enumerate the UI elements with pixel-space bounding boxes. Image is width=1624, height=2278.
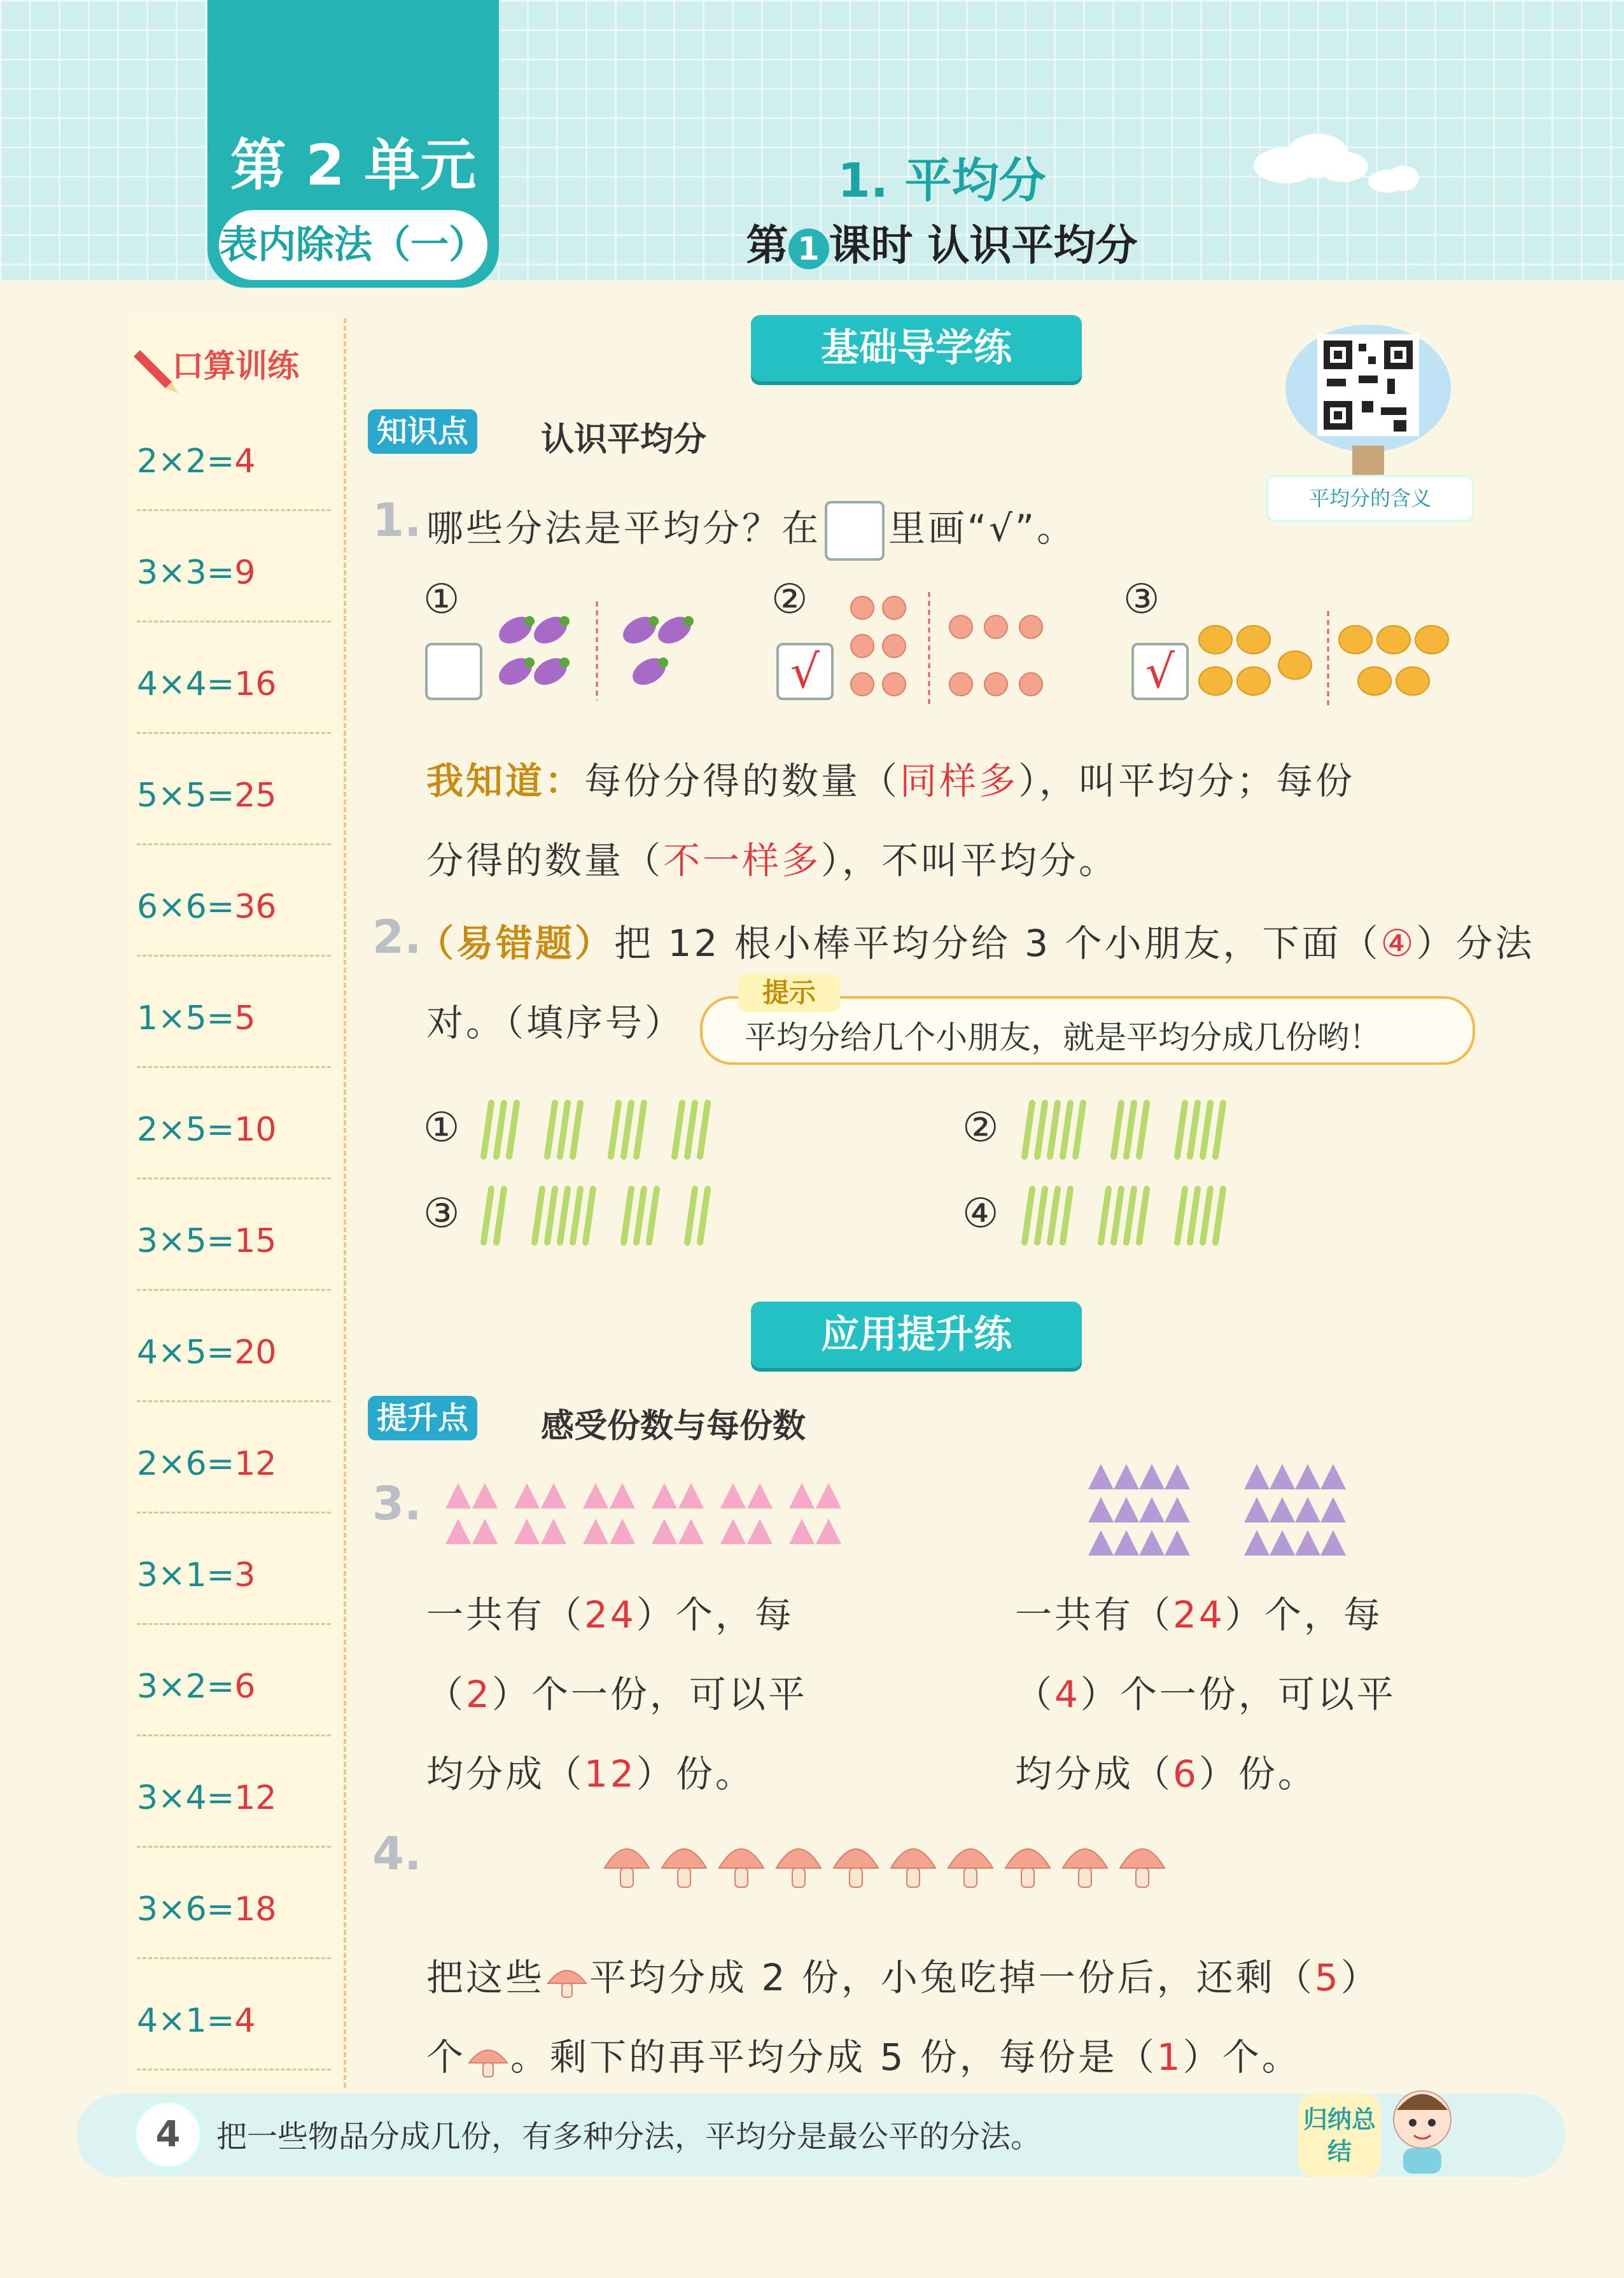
qr-caption: 平均分的含义 [1266,475,1474,522]
unit-subtitle: 表内除法（一） [219,210,487,280]
stick-icon [700,1103,708,1157]
child-mascot-icon [1387,2081,1457,2177]
q3-left-total: 24 [584,1593,636,1636]
q3-right-per: 4 [1054,1673,1081,1716]
mental-math-answer: 20 [234,1333,277,1372]
mental-math-row [137,1305,331,1402]
triangle-icon [789,1519,815,1544]
page-number: 4 [134,2100,202,2169]
mental-math-row [137,525,331,622]
option-3-checkbox[interactable]: √ [1131,643,1189,700]
triangle-icon [583,1483,608,1508]
stick-icon [1203,1103,1210,1157]
stick-option-1-label: ① [423,1104,460,1151]
know-line-1-b: ），叫平均分；每份 [1018,759,1355,803]
mental-math-row [137,971,331,1068]
stick-icon [1050,1103,1058,1157]
triangle-icon [1139,1497,1165,1522]
stick-icon [1114,1103,1121,1157]
mental-math-banner [134,337,344,395]
stick-group-3 [477,1184,795,1248]
q3-right-l1a: 一共有（ [1015,1593,1173,1636]
hint-text: 平均分给几个小朋友，就是平均分成几份哟！ [745,1019,1381,1056]
triangle-icon [816,1519,841,1544]
stick-icon [1203,1189,1210,1242]
triangle-icon [789,1483,815,1508]
mental-math-answer: 12 [234,1779,277,1817]
stick-icon [535,1189,542,1242]
triangle-icon [1088,1530,1114,1556]
triangle-icon [1165,1464,1190,1489]
q3-right-line-3 [1015,1744,1317,1797]
summary-badge: 归纳总结 [1298,2094,1381,2177]
cloud-icon [1362,159,1425,197]
option-3-label: ③ [1123,576,1160,623]
triangle-icon [720,1483,746,1508]
lesson-number-badge: 1 [788,229,829,269]
q4-l2c: ）个。 [1182,2035,1301,2079]
banner-applied-text: 应用提升练 [821,1312,1012,1357]
stick-icon [675,1103,682,1157]
triangle-icon [1295,1497,1320,1522]
triangle-icon [1320,1464,1346,1489]
stick-icon [496,1189,504,1242]
stick-icon [484,1189,491,1242]
q4-line-1 [426,1948,1380,2001]
triangle-icon [610,1483,635,1508]
stick-option-3-label: ③ [423,1190,460,1237]
cloud-icon [1247,127,1375,191]
pumpkin-group-icon [1196,611,1464,707]
mushroom-icon [1120,1849,1165,1887]
mental-math-question: 3×5= [137,1222,235,1260]
stick-icon [1126,1103,1134,1157]
stick-icon [1037,1103,1045,1157]
stick-icon [1190,1189,1198,1242]
triangle-icon [747,1483,773,1508]
q3-left-l3b: ）份。 [636,1752,755,1796]
mental-math-answer: 18 [234,1890,277,1929]
stick-icon [585,1189,593,1242]
stick-icon [547,1103,555,1157]
stick-icon [1139,1103,1147,1157]
know-line-2-a: 分得的数量（ [426,839,664,882]
mental-math-row [137,1973,331,2071]
q3-right-l2b: ）个一份，可以平 [1080,1673,1396,1716]
stick-icon [1075,1103,1083,1157]
q3-right-parts: 6 [1173,1752,1199,1796]
stick-icon [560,1189,568,1242]
mental-math-question: 2×2= [137,442,235,481]
triangle-icon [1114,1530,1139,1556]
triangle-icon [1270,1497,1295,1522]
stick-icon [700,1189,708,1242]
triangle-icon [1244,1464,1270,1489]
stick-icon [1190,1103,1198,1157]
mental-math-question: 4×5= [137,1333,235,1372]
triangle-icon [1270,1464,1295,1489]
stick-icon [649,1189,657,1242]
mushroom-icon [776,1849,821,1887]
triangle-icon [1139,1530,1165,1556]
mental-math-row [137,859,331,957]
stick-icon [1063,1189,1070,1242]
mental-math-row [137,1193,331,1291]
mental-math-answer: 10 [234,1111,277,1149]
stick-icon [1139,1189,1147,1242]
triangle-icon [610,1519,635,1544]
stick-icon [636,1103,644,1157]
option-2-label: ② [771,576,808,623]
q4-answer-2: 1 [1156,2035,1183,2079]
stick-icon [1126,1189,1134,1242]
triangle-icon [583,1519,608,1544]
stick-icon [547,1189,555,1242]
triangle-icon [472,1483,498,1508]
peach-group-icon [840,592,1082,707]
mental-math-row [137,1416,331,1514]
mushroom-icon [1063,1849,1107,1887]
triangle-icon [445,1519,471,1544]
know-line-2-b: ），不叫平均分。 [821,839,1119,882]
know-answer-1: 同样多 [900,759,1019,803]
q3-right-line-1 [1015,1585,1383,1638]
stick-icon [1050,1189,1058,1242]
purple-triangles-icon [1082,1458,1387,1566]
know-label: 我知道： [426,759,585,803]
mushroom-icon [605,1849,649,1887]
triangle-icon [1088,1464,1114,1489]
q4-l2b: 。剩下的再平均分成 5 份，每份是（ [510,2035,1157,2079]
question-2-number: 2. [372,910,422,964]
eggplant-group-icon [490,598,725,700]
mushroom-icon [891,1849,935,1887]
question-2-text-a: 把 12 根小棒平均分给 3 个小朋友，下面（ [614,922,1381,965]
mental-math-question: 2×5= [137,1111,235,1149]
q3-left-l2a: （ [426,1673,466,1716]
mushroom-icon [1005,1849,1050,1887]
stick-icon [1215,1103,1223,1157]
triangle-icon [472,1519,498,1544]
q4-l1a: 把这些 [426,1956,545,1999]
q3-right-l3b: ）份。 [1198,1752,1317,1796]
mental-math-question: 3×1= [137,1556,235,1594]
stick-group-2 [1018,1098,1336,1162]
mental-math-question: 3×4= [137,1779,235,1817]
q3-left-l2b: ）个一份，可以平 [491,1673,808,1716]
q3-right-line-2 [1015,1664,1396,1718]
triangle-icon [678,1519,704,1544]
question-1-text-b: 里画“√”。 [888,507,1077,550]
banner-basic-practice [751,315,1082,381]
lesson-subtitle [694,211,1190,272]
mental-math-row [137,1639,331,1736]
pink-triangles-icon [439,1477,846,1553]
mental-math-row [137,1862,331,1959]
banner-applied-practice [751,1302,1082,1368]
mental-math-question: 3×6= [137,1890,235,1929]
q4-l1b: 平均分成 2 份，小兔吃掉一份后，还剩（ [589,1956,1315,1999]
option-1-checkbox[interactable] [425,643,482,700]
qr-code-icon [1279,318,1457,484]
triangle-icon [1320,1530,1346,1556]
mental-math-answer: 3 [234,1556,256,1594]
mental-math-answer: 16 [234,665,277,703]
q3-right-l3a: 均分成（ [1015,1752,1173,1796]
mental-math-row [137,1750,331,1848]
stick-icon [624,1103,631,1157]
question-3-number: 3. [372,1477,422,1530]
triangle-icon [1244,1497,1270,1522]
mushroom-icon [719,1849,764,1887]
question-4-number: 4. [372,1827,422,1880]
triangle-icon [1270,1530,1295,1556]
triangle-icon [720,1519,746,1544]
stick-icon [687,1189,695,1242]
mental-math-answer: 12 [234,1445,277,1483]
hint-label: 提示 [738,974,840,1012]
triangle-icon [1114,1497,1139,1522]
triangle-icon [652,1483,677,1508]
raise-label: 提升点 [368,1396,477,1440]
mental-math-row [137,414,331,511]
question-1-text-a: 哪些分法是平均分？在 [426,507,822,550]
mental-math-question: 6×6= [137,888,235,926]
stick-group-1 [477,1098,795,1162]
q4-line-2 [426,2027,1301,2081]
triangle-icon [1244,1530,1270,1556]
know-line-2 [426,831,1118,884]
q4-l1c: ） [1340,1956,1380,1999]
lesson-sub-suffix: 课时 认识平均分 [829,221,1138,270]
mental-math-question: 2×6= [137,1445,235,1483]
mental-math-question: 5×5= [137,777,235,815]
triangle-icon [747,1519,773,1544]
triangle-icon [514,1519,540,1544]
mental-math-answer: 36 [234,888,277,926]
mental-math-row [137,1528,331,1625]
stick-icon [509,1103,517,1157]
stick-icon [496,1103,504,1157]
stick-icon [1063,1103,1070,1157]
q3-left-line-3 [426,1744,755,1797]
know-line-1 [426,751,1355,805]
mental-math-answer: 5 [234,999,256,1037]
stick-icon [573,1189,580,1242]
triangle-icon [1088,1497,1114,1522]
q3-left-parts: 12 [584,1752,636,1796]
q3-left-line-2 [426,1664,808,1718]
q3-left-l1b: ）个，每 [636,1593,794,1636]
option-1-label: ① [423,576,460,623]
mushroom-icon [662,1849,706,1887]
unit-title: 第 2 单元 [230,132,477,198]
mental-math-question: 4×4= [137,665,235,703]
triangle-icon [1295,1530,1320,1556]
stick-icon [1025,1103,1032,1157]
know-line-1-a: 每份分得的数量（ [584,759,900,803]
triangle-icon [514,1483,540,1508]
question-1-number: 1. [372,493,422,547]
stick-icon [484,1103,491,1157]
mental-math-answer: 4 [234,2002,256,2040]
q4-l2a: 个 [426,2035,466,2079]
answer-box-sample [825,501,885,561]
mental-math-row [137,636,331,734]
lesson-sub-prefix: 第 [746,221,788,270]
option-2-checkbox[interactable]: √ [776,643,834,700]
mental-math-row [137,1082,331,1179]
mental-math-question: 3×3= [137,554,235,592]
question-1-text [426,498,1076,561]
q3-left-line-1 [426,1585,794,1638]
mental-math-answer: 6 [234,1668,256,1706]
mental-math-answer: 15 [234,1222,277,1260]
mental-math-question: 4×1= [137,2002,235,2040]
stick-icon [636,1189,644,1242]
triangle-icon [1165,1530,1190,1556]
lesson-title: 1. 平均分 [837,153,1046,208]
stick-icon [1215,1189,1223,1242]
knowledge-text: 认识平均分 [541,421,707,459]
stick-option-4-label: ④ [962,1190,999,1237]
stick-icon [573,1103,580,1157]
question-2-text [417,913,1534,967]
stick-option-2-label: ② [962,1104,999,1151]
triangle-icon [445,1483,471,1508]
stick-icon [1025,1189,1032,1242]
mushroom-icon [466,2041,510,2079]
stick-icon [1037,1189,1045,1242]
stick-group-4 [1018,1184,1336,1248]
stick-icon [1177,1103,1185,1157]
stick-icon [611,1103,619,1157]
triangle-icon [1114,1464,1139,1489]
knowledge-label: 知识点 [368,409,477,454]
triangle-icon [1165,1497,1190,1522]
mental-math-title: 口算训练 [172,348,299,384]
triangle-icon [652,1519,677,1544]
stick-icon [1101,1189,1109,1242]
question-2-tag: （易错题） [417,922,615,965]
triangle-icon [816,1483,841,1508]
footer-summary-text: 把一些物品分成几份，有多种分法，平均分是最公平的分法。 [216,2119,1042,2155]
q3-left-l3a: 均分成（ [426,1752,585,1796]
q3-left-per: 2 [466,1673,492,1716]
mushroom-icon [834,1849,878,1887]
question-2-answer: ④ [1380,922,1417,965]
raise-text: 感受份数与每份数 [541,1407,806,1445]
stick-icon [1177,1189,1185,1242]
question-2-text-b: ）分法 [1416,922,1535,965]
mushroom-icon [545,1961,589,1999]
know-answer-2: 不一样多 [663,839,822,882]
stick-icon [687,1103,695,1157]
q3-right-total: 24 [1173,1593,1225,1636]
q4-answer-1: 5 [1314,1956,1341,1999]
question-2-line-2: 对。（填序号） [426,1001,685,1044]
q3-right-l2a: （ [1015,1673,1055,1716]
stick-icon [1114,1189,1121,1242]
triangle-icon [1295,1464,1320,1489]
mushroom-row-icon [601,1833,1174,1897]
q3-left-l1a: 一共有（ [426,1593,585,1636]
triangle-icon [678,1483,704,1508]
mushroom-icon [948,1849,993,1887]
mental-math-question: 1×5= [137,999,235,1037]
mental-math-row [137,748,331,845]
mental-math-question: 3×2= [137,1668,235,1706]
mental-math-answer: 9 [234,554,256,592]
stick-icon [624,1189,631,1242]
triangle-icon [1139,1464,1165,1489]
mental-math-answer: 25 [234,777,277,815]
q3-right-l1b: ）个，每 [1224,1593,1383,1636]
triangle-icon [541,1483,566,1508]
banner-basic-text: 基础导学练 [821,326,1012,370]
triangle-icon [1320,1497,1346,1522]
stick-icon [560,1103,568,1157]
mental-math-answer: 4 [234,442,256,481]
triangle-icon [541,1519,566,1544]
unit-tab [207,0,499,288]
